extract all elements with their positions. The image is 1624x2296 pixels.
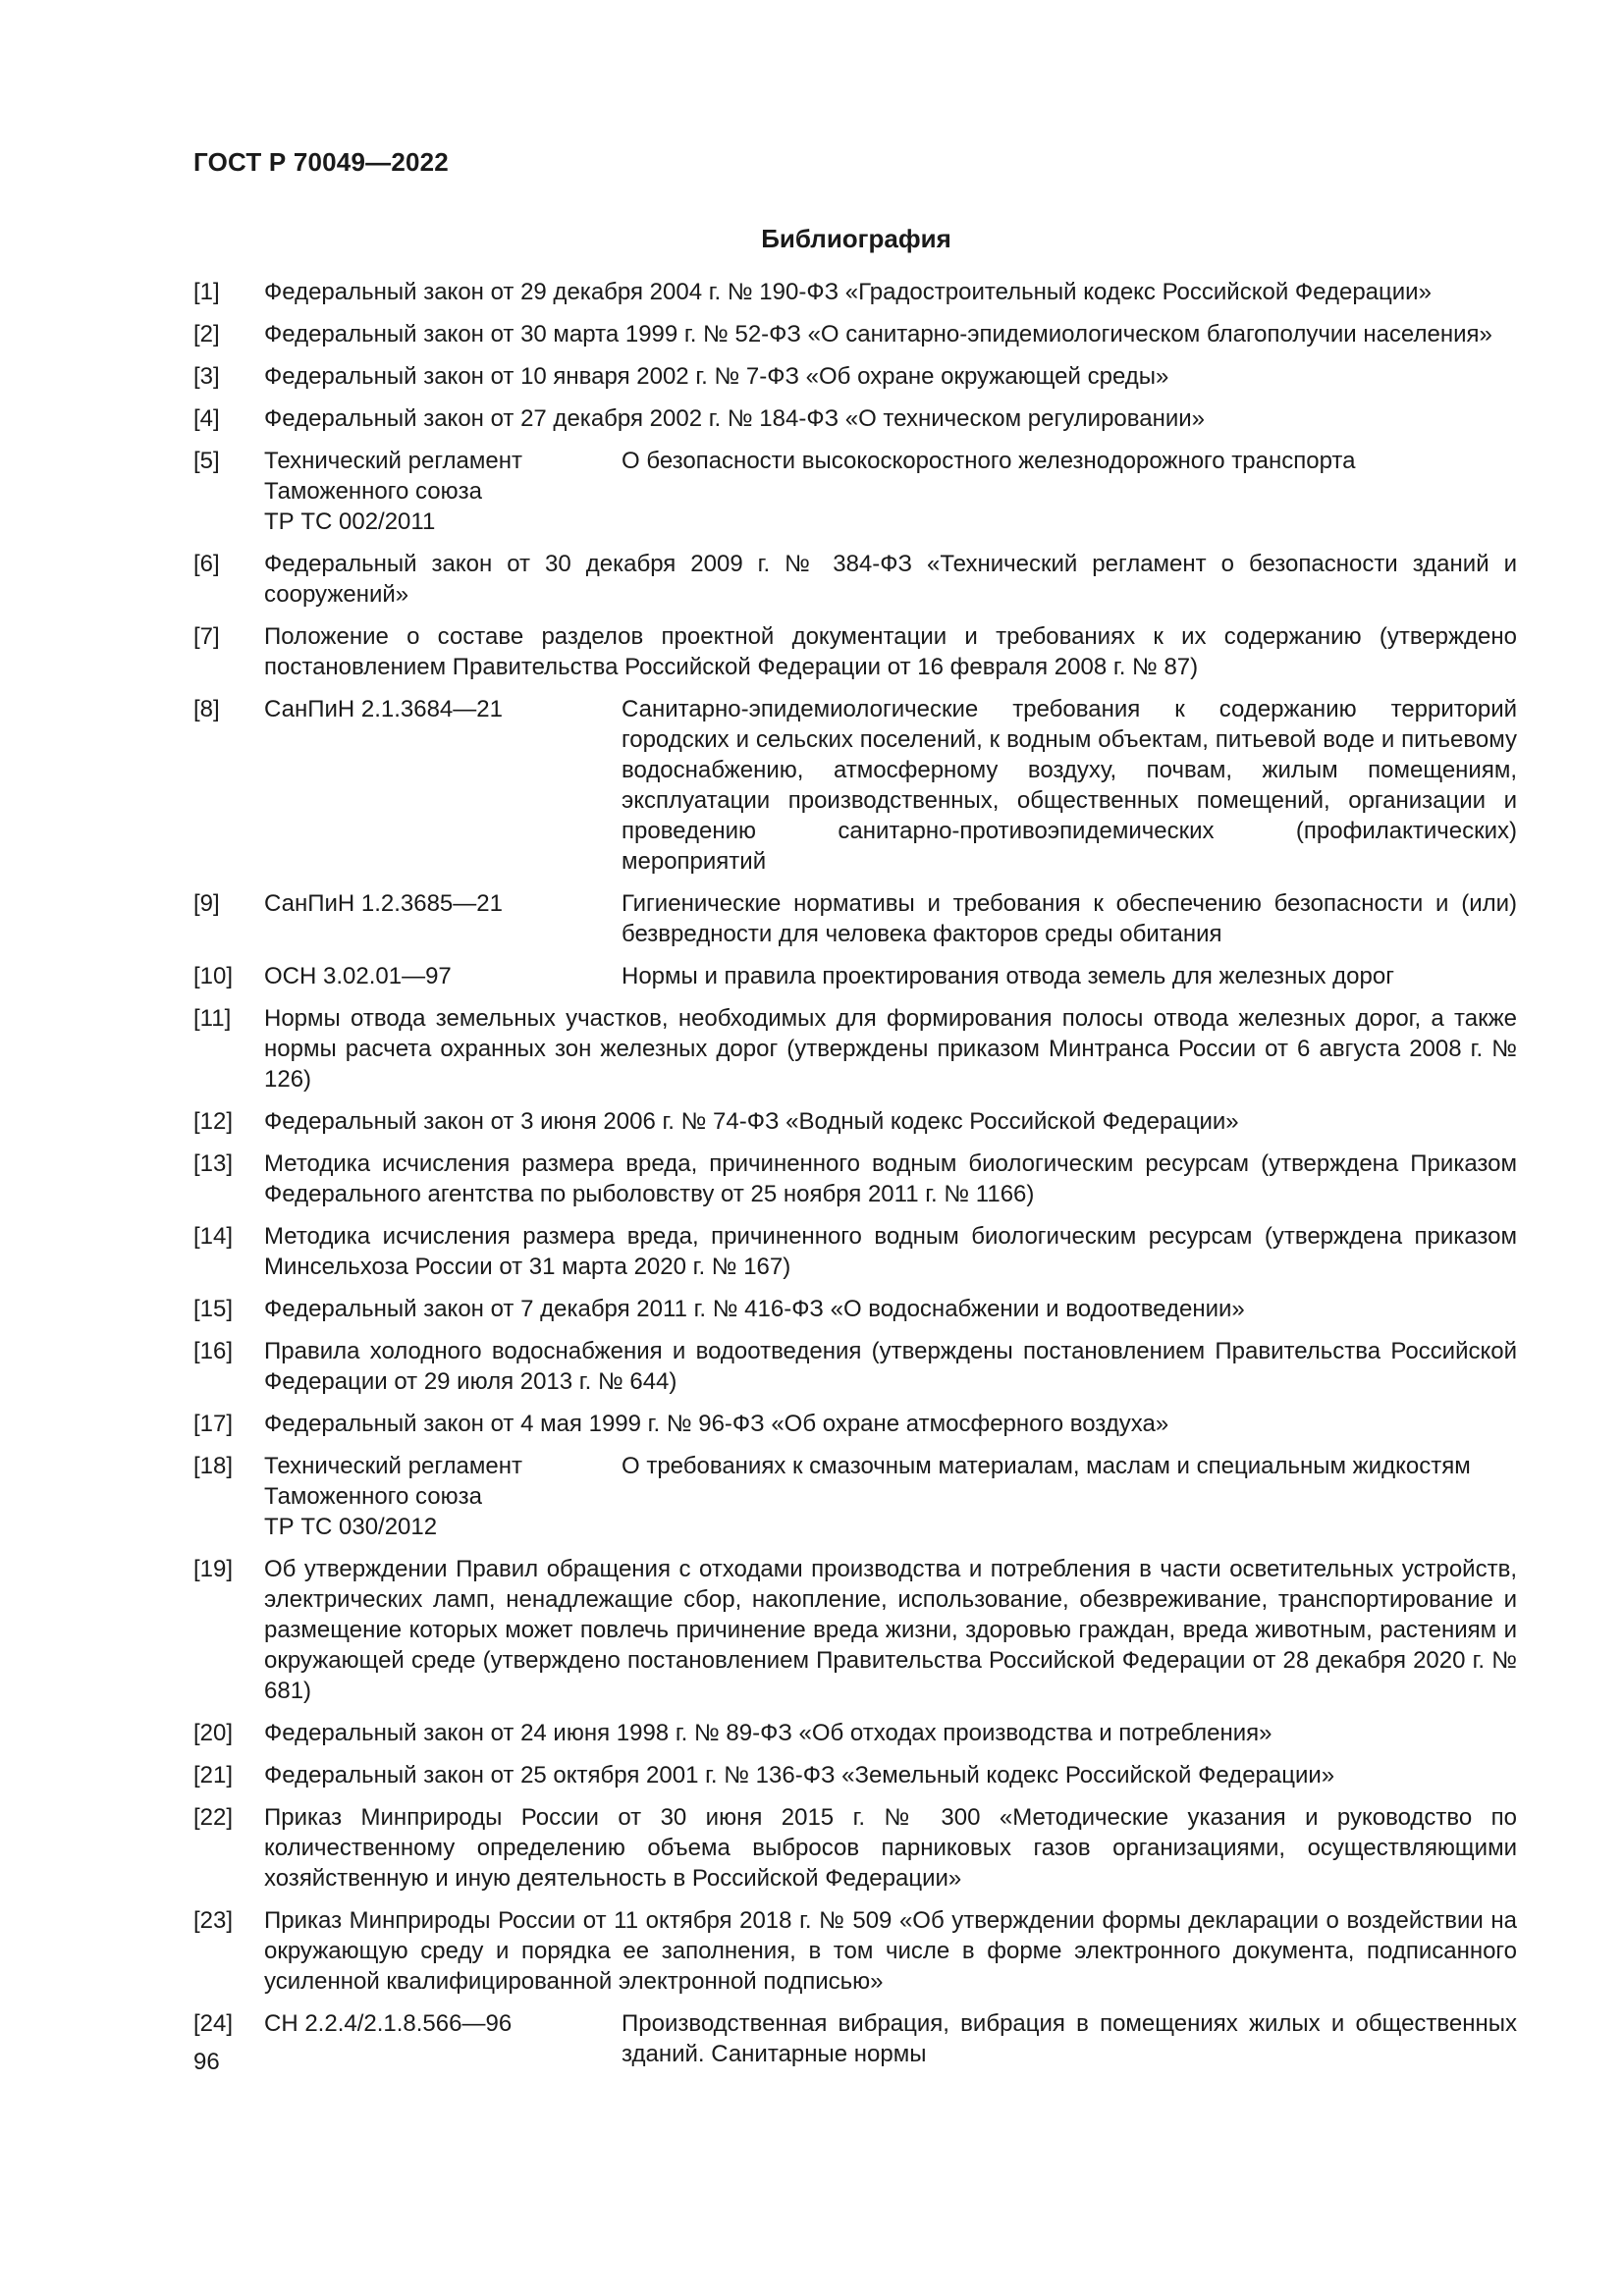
entry-number: [2] bbox=[193, 321, 220, 347]
bibliography-entry bbox=[193, 1221, 1517, 1282]
entry-text: Федеральный закон от 24 июня 1998 г. № 89-ФЗ «Об отходах производства и потребления» bbox=[264, 1720, 1272, 1746]
entry-text: Федеральный закон от 3 июня 2006 г. № 74-ФЗ «Водный кодекс Российской Федерации» bbox=[264, 1108, 1239, 1135]
bibliography-entry bbox=[193, 1451, 1517, 1542]
bibliography-entry bbox=[193, 1294, 1517, 1324]
entry-description: Производственная вибрация, вибрация в помещениях жилых и общественных зданий. Санитарные нормы bbox=[622, 2010, 1517, 2067]
entry-number: [6] bbox=[193, 551, 220, 577]
entry-number: [18] bbox=[193, 1453, 234, 1479]
entry-code-line: СанПиН 2.1.3684—21 bbox=[264, 696, 503, 722]
bibliography-entry bbox=[193, 1760, 1517, 1790]
entry-number: [12] bbox=[193, 1108, 234, 1135]
entry-code-line: Таможенного союза bbox=[264, 478, 482, 505]
entry-text: Федеральный закон от 30 марта 1999 г. № 52-ФЗ «О санитарно-эпидемиологическом благополучии населения» bbox=[264, 321, 1492, 347]
entry-description: О безопасности высокоскоростного железнодорожного транспорта bbox=[622, 448, 1356, 474]
entry-text: Об утверждении Правил обращения с отходами производства и потребления в части осветительных устройств, электрических ламп, ненадлежащие сбор, накопление, использование, обезвреживание, транспортирование и размещение которых может повлечь причинение вреда жизни, здоровью граждан, вреда животным, растениям и окружающей среде (утверждено постановлением Правительства Российской Федерации от 28 декабря 2020 г. № 681) bbox=[264, 1556, 1517, 1704]
bibliography-title: Библиография bbox=[761, 224, 951, 253]
entry-code-line: СН 2.2.4/2.1.8.566—96 bbox=[264, 2010, 513, 2037]
bibliography-entry bbox=[193, 888, 1517, 949]
bibliography-entry bbox=[193, 446, 1517, 537]
entry-number: [19] bbox=[193, 1556, 234, 1582]
entry-code-line: СанПиН 1.2.3685—21 bbox=[264, 890, 503, 917]
entry-text: Федеральный закон от 27 декабря 2002 г. № 184-ФЗ «О техническом регулировании» bbox=[264, 405, 1206, 432]
entry-description: Санитарно-эпидемиологические требования к содержанию территорий городских и сельских поселений, к водным объектам, питьевой воде и питьевому водоснабжению, атмосферному воздуху, почвам, жилым помещениям, эксплуатации производственных, общественных помещений, организации и проведению санитарно-противоэпидемических (профилактических) мероприятий bbox=[622, 696, 1517, 875]
entry-description: О требованиях к смазочным материалам, маслам и специальным жидкостям bbox=[622, 1453, 1471, 1479]
bibliography-entry bbox=[193, 1003, 1517, 1095]
bibliography-entry bbox=[193, 1802, 1517, 1894]
bibliography-entry bbox=[193, 1718, 1517, 1748]
bibliography-entry bbox=[193, 961, 1517, 991]
bibliography-entry bbox=[193, 1554, 1517, 1706]
entry-number: [14] bbox=[193, 1223, 234, 1250]
entry-text: Приказ Минприроды России от 11 октября 2018 г. № 509 «Об утверждении формы декларации о воздействии на окружающую среду и порядка ее заполнения, в том числе в форме электронного документа, подписанного усиленной квалифицированной электронной подписью» bbox=[264, 1907, 1517, 1995]
entry-description: Гигиенические нормативы и требования к обеспечению безопасности и (или) безвредности для человека факторов среды обитания bbox=[622, 890, 1517, 947]
entry-text: Федеральный закон от 30 декабря 2009 г. № 384-ФЗ «Технический регламент о безопасности зданий и сооружений» bbox=[264, 551, 1517, 608]
entry-text: Положение о составе разделов проектной документации и требованиях к их содержанию (утверждено постановлением Правительства Российской Федерации от 16 февраля 2008 г. № 87) bbox=[264, 623, 1517, 680]
entry-number: [20] bbox=[193, 1720, 234, 1746]
entry-code-line: Технический регламент bbox=[264, 448, 522, 474]
entry-text: Методика исчисления размера вреда, причиненного водным биологическим ресурсам (утверждена приказом Минсельхоза России от 31 марта 2020 г. № 167) bbox=[264, 1223, 1517, 1280]
entry-number: [17] bbox=[193, 1411, 234, 1437]
bibliography-entry bbox=[193, 1409, 1517, 1439]
entry-number: [1] bbox=[193, 279, 220, 305]
bibliography-entry bbox=[193, 1148, 1517, 1209]
bibliography-entry bbox=[193, 1106, 1517, 1137]
document-code-header: ГОСТ Р 70049—2022 bbox=[193, 147, 449, 177]
entry-text: Федеральный закон от 7 декабря 2011 г. № 416-ФЗ «О водоснабжении и водоотведении» bbox=[264, 1296, 1245, 1322]
entry-document-code bbox=[264, 1451, 622, 1542]
entry-code-line: Технический регламент bbox=[264, 1453, 522, 1479]
bibliography-entry bbox=[193, 549, 1517, 610]
bibliography-entry bbox=[193, 403, 1517, 434]
bibliography-entry bbox=[193, 1336, 1517, 1397]
entry-number: [21] bbox=[193, 1762, 234, 1789]
bibliography-entry bbox=[193, 361, 1517, 392]
entry-number: [8] bbox=[193, 696, 220, 722]
entry-text: Нормы отвода земельных участков, необходимых для формирования полосы отвода железных дорог, а также нормы расчета охранных зон железных дорог (утверждены приказом Минтранса России от 6 августа 2008 г. № 126) bbox=[264, 1005, 1517, 1093]
entry-number: [5] bbox=[193, 448, 220, 474]
entry-document-code bbox=[264, 694, 622, 877]
entry-code-line: ТР ТС 030/2012 bbox=[264, 1514, 438, 1540]
entry-code-line: Таможенного союза bbox=[264, 1483, 482, 1510]
entry-text: Методика исчисления размера вреда, причиненного водным биологическим ресурсам (утверждена Приказом Федерального агентства по рыболовству от 25 ноября 2011 г. № 1166) bbox=[264, 1150, 1517, 1207]
entry-text: Федеральный закон от 25 октября 2001 г. № 136-ФЗ «Земельный кодекс Российской Федерации» bbox=[264, 1762, 1335, 1789]
bibliography-entry bbox=[193, 621, 1517, 682]
entry-document-code bbox=[264, 2008, 622, 2069]
bibliography-list bbox=[193, 277, 1517, 2081]
entry-document-code bbox=[264, 446, 622, 537]
entry-text: Приказ Минприроды России от 30 июня 2015 г. № 300 «Методические указания и руководство по количественному определению объема выбросов парниковых газов организациями, осуществляющими хозяйственную и иную деятельность в Российской Федерации» bbox=[264, 1804, 1517, 1892]
entry-code-line: ТР ТС 002/2011 bbox=[264, 508, 436, 535]
bibliography-entry bbox=[193, 277, 1517, 307]
entry-number: [13] bbox=[193, 1150, 234, 1177]
bibliography-entry bbox=[193, 694, 1517, 877]
bibliography-entry bbox=[193, 2008, 1517, 2069]
entry-number: [10] bbox=[193, 963, 234, 989]
bibliography-entry bbox=[193, 319, 1517, 349]
entry-document-code bbox=[264, 888, 622, 949]
entry-number: [24] bbox=[193, 2010, 234, 2037]
entry-number: [9] bbox=[193, 890, 220, 917]
entry-number: [3] bbox=[193, 363, 220, 390]
entry-code-line: ОСН 3.02.01—97 bbox=[264, 963, 452, 989]
entry-text: Федеральный закон от 4 мая 1999 г. № 96-ФЗ «Об охране атмосферного воздуха» bbox=[264, 1411, 1169, 1437]
entry-description: Нормы и правила проектирования отвода земель для железных дорог bbox=[622, 963, 1394, 989]
entry-text: Федеральный закон от 29 декабря 2004 г. № 190-ФЗ «Градостроительный кодекс Российской Федерации» bbox=[264, 279, 1432, 305]
entry-number: [15] bbox=[193, 1296, 234, 1322]
page-number: 96 bbox=[193, 2049, 220, 2075]
entry-text: Правила холодного водоснабжения и водоотведения (утверждены постановлением Правительства Российской Федерации от 29 июля 2013 г. № 644) bbox=[264, 1338, 1517, 1395]
entry-number: [7] bbox=[193, 623, 220, 650]
entry-number: [11] bbox=[193, 1005, 232, 1032]
entry-number: [22] bbox=[193, 1804, 234, 1831]
entry-number: [4] bbox=[193, 405, 220, 432]
entry-text: Федеральный закон от 10 января 2002 г. № 7-ФЗ «Об охране окружающей среды» bbox=[264, 363, 1169, 390]
bibliography-entry bbox=[193, 1905, 1517, 1997]
entry-number: [16] bbox=[193, 1338, 234, 1364]
entry-document-code bbox=[264, 961, 622, 991]
entry-number: [23] bbox=[193, 1907, 234, 1934]
